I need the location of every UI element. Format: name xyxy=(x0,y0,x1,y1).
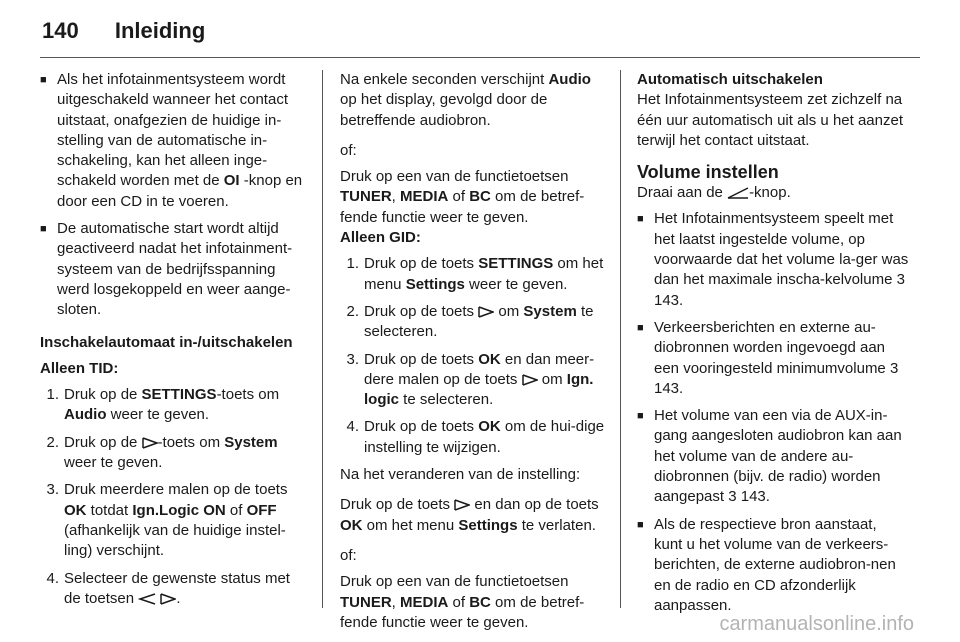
arrow-right-icon xyxy=(454,499,470,511)
arrow-right-icon xyxy=(522,374,538,386)
list-item: 3. Druk meerdere malen op de toets OK totdat Ign.Logic ON of OFF (afhankelijk van de huidige instel-ling) verschijnt. xyxy=(46,481,288,560)
arrow-left-icon xyxy=(138,593,156,605)
list-item: ■ Als het infotainmentsysteem wordt uitgeschakeld wanneer het contact uitstaat, onafgezien de huidige in-stelling van de automatische in-schakeling, kan het alleen inge-schakeld worden met de OI -knop en door een CD in te voeren. xyxy=(40,70,310,212)
list-item: 2. Druk op de -toets om System weer te geven. xyxy=(46,433,278,472)
list-item: ■ Verkeersberichten en externe au-diobronnen worden ingevoegd aan een vooringesteld minimumvolume 3 143. xyxy=(637,318,909,399)
paragraph: of: xyxy=(340,546,357,564)
arrow-right-icon xyxy=(478,306,494,318)
list-item: ■ Als de respectieve bron aanstaat, kunt u het volume van de verkeers-berichten, de externe audiobron-nen en de radio en CD afzonderlijk aanpassen. xyxy=(637,515,909,616)
watermark: carmanualsonline.info xyxy=(719,613,914,635)
subheading: Alleen GID: xyxy=(340,229,421,247)
list-item: ■ Het volume van een via de AUX-in-gang aangesloten audiobron kan aan het volume van de andere au-diobronnen (bijv. de radio) worden aangepast 3 143. xyxy=(637,406,909,507)
column-divider xyxy=(322,70,323,608)
list-item: 4. Selecteer de gewenste status met de toetsen . xyxy=(46,569,290,607)
paragraph: Draai aan de -knop. xyxy=(637,184,791,202)
section-heading: Automatisch uitschakelen xyxy=(637,71,823,88)
section-title: Volume instellen xyxy=(637,162,779,183)
list-item: 1. Druk op de toets SETTINGS om het menu Settings weer te geven. xyxy=(346,255,604,293)
paragraph: of: xyxy=(340,141,357,159)
list-item: ■ Het Infotainmentsysteem speelt met het laatst ingestelde volume, op voorwaarde dat het volume la-ger was dan het maximale inscha-kelvolume 3 143. xyxy=(637,209,909,310)
arrow-right-icon xyxy=(142,437,158,449)
page-title: Inleiding xyxy=(114,18,206,43)
list-item: ■ De automatische start wordt altijd geactiveerd nadat het infotainment-systeem van de bedrijfsspanning werd losgekoppeld en weer aange-sloten. xyxy=(40,219,310,320)
column-right xyxy=(637,70,909,623)
page-reference[interactable]: 3 143. xyxy=(654,359,899,397)
paragraph: Het Infotainmentsysteem zet zichzelf na één uur automatisch uit als u het aanzet terwijl het contact uitstaat. xyxy=(637,91,904,149)
list-item: 4. Druk op de toets OK om de hui-dige instelling te wijzigen. xyxy=(346,418,605,456)
column-left xyxy=(40,70,310,616)
arrow-right-icon xyxy=(160,593,176,605)
paragraph: Na het veranderen van de instelling: xyxy=(340,466,581,484)
subheading: Alleen TID: xyxy=(40,359,119,377)
list-item: 3. Druk op de toets OK en dan meer-dere malen op de toets om Ign. logic te selecteren. xyxy=(346,350,595,409)
page-reference[interactable]: 3 143. xyxy=(654,271,905,309)
section-heading: Inschakelautomaat in-/uitschakelen xyxy=(40,333,293,351)
paragraph: Druk op een van de functietoetsen TUNER, MEDIA of BC om de betref-fende functie weer te geven. xyxy=(340,168,585,226)
page-number: 140 xyxy=(42,18,79,43)
power-knob-symbol: OI xyxy=(223,172,240,190)
paragraph: Druk op een van de functietoetsen TUNER, MEDIA of BC om de betref-fende functie weer te geven. xyxy=(340,573,585,631)
list-item: 1. Druk op de SETTINGS-toets om Audio weer te geven. xyxy=(46,386,280,424)
page-reference[interactable]: 3 143. xyxy=(728,488,770,506)
page-header xyxy=(42,18,205,44)
paragraph: Na enkele seconden verschijnt Audio op het display, gevolgd door de betreffende audiobron. xyxy=(340,71,591,129)
column-divider xyxy=(620,70,621,608)
list-item: 2. Druk op de toets om System te selecteren. xyxy=(346,302,594,341)
header-rule xyxy=(40,57,920,58)
paragraph: Druk op de toets en dan op de toets OK om het menu Settings te verlaten. xyxy=(340,496,599,534)
column-middle xyxy=(340,70,608,633)
volume-knob-icon xyxy=(727,187,749,199)
